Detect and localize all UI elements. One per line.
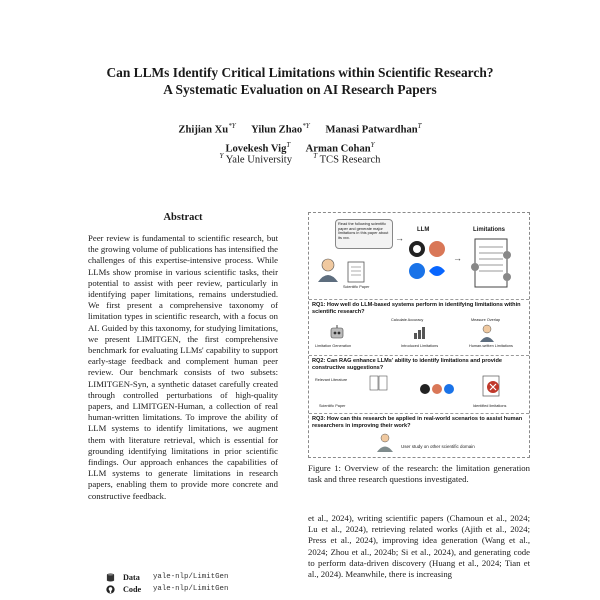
code-link[interactable] xyxy=(106,583,286,595)
rq3-panel xyxy=(309,413,529,457)
affiliation-name: Yale University xyxy=(225,154,292,166)
user-study-icon xyxy=(375,432,395,457)
model-cluster-icon xyxy=(419,378,455,405)
author-sup: Y xyxy=(370,140,375,149)
figure-caption: Figure 1: Overview of the research: the limitation generation task and three research questions investigated. xyxy=(308,463,530,485)
rq1-panel xyxy=(309,299,529,355)
rq2-item: Relevant Literature xyxy=(315,378,348,382)
rq2-item: Identified limitations xyxy=(473,404,507,408)
author-sup: T xyxy=(286,140,291,149)
llm-label: LLM xyxy=(417,227,430,233)
rejected-doc-icon xyxy=(481,374,503,405)
link-label: Code xyxy=(123,584,142,594)
title-line-1: Can LLMs Identify Critical Limitations within Scientific Research? xyxy=(106,65,494,80)
limitations-label: Limitations xyxy=(473,227,506,233)
robot-icon xyxy=(329,324,345,347)
prompt-bubble xyxy=(335,219,393,249)
scientific-paper-label: Scientific Paper xyxy=(343,285,370,289)
rq1-item: Introduced Limitations xyxy=(401,344,439,348)
link-label: Data xyxy=(123,572,140,582)
author-sup: *Y xyxy=(302,122,310,130)
author-name: Arman Cohan xyxy=(305,143,371,155)
link-value[interactable]: yale-nlp/LimitGen xyxy=(153,573,229,581)
data-link[interactable] xyxy=(106,571,286,583)
prompt-text: Read the following scientific paper and generate major limitations in this paper about its xxx. xyxy=(338,221,389,240)
arrow-icon: → xyxy=(453,253,462,263)
rq2-panel xyxy=(309,355,529,413)
rq1-text: RQ1: How well do LLM-based systems perform in identifying limitations within scientific research? xyxy=(312,302,521,315)
paper-title xyxy=(40,64,560,98)
rq1-item: Limitation Generation xyxy=(315,344,352,348)
abstract-heading: Abstract xyxy=(163,212,203,223)
author-sup: *Y xyxy=(228,122,236,130)
affiliation-sup: T xyxy=(313,152,318,160)
task-panel xyxy=(309,213,529,299)
rq1-item: Human-written Limitations xyxy=(469,344,513,348)
title-line-2: A Systematic Evaluation on AI Research Papers xyxy=(163,82,437,97)
researcher-icon xyxy=(315,257,341,288)
author-list xyxy=(60,119,540,156)
rq2-item: Scientific Paper xyxy=(319,404,346,408)
author-name: Yilun Zhao xyxy=(251,124,303,136)
rq3-text: RQ3: How can this research be applied in real-world scenarios to assist human researchers in improving their work? xyxy=(312,416,523,429)
database-icon xyxy=(106,573,115,582)
literature-icon xyxy=(369,374,389,397)
limitations-doc-icon xyxy=(469,237,513,296)
author-name: Manasi Patwardhan xyxy=(325,124,418,136)
author-name: Zhijian Xu xyxy=(178,124,229,136)
rq3-item: User study on other scientific domain xyxy=(401,444,475,449)
github-icon xyxy=(106,585,115,594)
person-icon xyxy=(479,324,495,347)
paper-icon xyxy=(347,261,365,288)
affiliation-name: TCS Research xyxy=(319,154,381,166)
right-column-text: et al., 2024), writing scientific papers (Chamoun et al., 2024; Lu et al., 2024), retrieving related works (Ajith et al., 2024; Press et al., 2024), improving idea generation (Wang et al., 2024; Zhou et al., 2024b; Si et al., 2024), and generating code to perform data-driven discovery (Huang et al., 2024; Tian et al., 2024). Meanwhile, there is increasing xyxy=(308,513,530,580)
rq1-item: Measure Overlap xyxy=(471,318,501,322)
rq1-item: Calculate Accuracy xyxy=(391,318,424,322)
affiliations xyxy=(60,152,540,166)
resource-links xyxy=(106,571,286,595)
author-name: Lovekesh Vig xyxy=(225,143,287,155)
overview-figure xyxy=(308,212,530,458)
link-value[interactable]: yale-nlp/LimitGen xyxy=(153,585,229,593)
abstract-text: Peer review is fundamental to scientific research, but the growing volume of publications has intensified the challenges of this expertise-intensive process. While LLMs show promise in various scientific tasks, their potential to assist with peer review, particularly in identifying paper limitations, remains understudied. We first present a comprehensive taxonomy of limitation types in scientific research, with a focus on AI. Guided by this taxonomy, for studying limitations, we present LIMITGEN, the first comprehensive benchmark for evaluating LLMs' capability to support early-stage feedback and complement human peer review. Our benchmark consists of two subsets: LIMITGEN-Syn, a synthetic dataset carefully created through controlled perturbations of high-quality papers, and LIMITGEN-Human, a collection of real human-written limitations. To improve the ability of LLM systems to identify limitations, we augment them with literature retrieval, which is essential for grounding identifying limitations in prior scientific findings. Our approach enhances the capabilities of LLM systems to generate limitations in research papers, enabling them to provide more concrete and constructive feedback. xyxy=(88,233,278,501)
affiliation-sup: Y xyxy=(219,152,224,160)
author-sup: T xyxy=(417,122,422,130)
bars-icon xyxy=(413,326,427,345)
rq2-text: RQ2: Can RAG enhance LLMs' ability to identify limitations and provide constructive suggestions? xyxy=(312,358,502,371)
llm-model-icons xyxy=(405,239,449,288)
authors-line-1 xyxy=(60,119,540,138)
arrow-icon: → xyxy=(395,233,404,243)
